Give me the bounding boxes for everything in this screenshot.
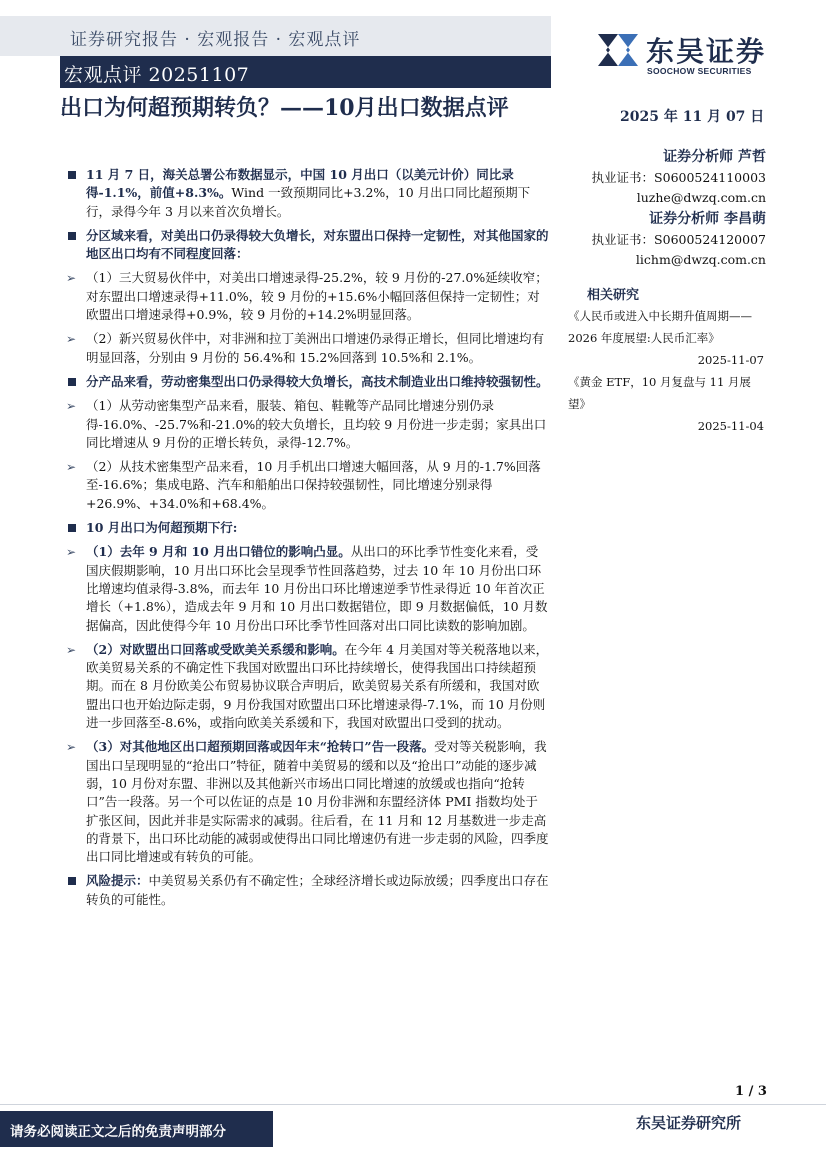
- analyst-1-email[interactable]: luzhe@dwzq.com.cn: [636, 190, 766, 205]
- summary-point-1-text: Wind 一致预期同比+3.2%，10 月出口同比超预期下行，录得今年 3 月以来首次负增长。: [86, 185, 531, 219]
- footer-divider: [0, 1104, 826, 1105]
- report-body: [66, 166, 550, 915]
- square-bullet-icon: [68, 171, 76, 179]
- region-detail-2-text: （2）新兴贸易伙伴中，对非洲和拉丁美洲出口增速仍录得正增长，但同比增速均有明显回落，分别由 9 月份的 56.4%和 15.2%回落到 10.5%和 2.1%。: [86, 331, 544, 365]
- analyst-1-name: 证券分析师 芦哲: [663, 149, 766, 165]
- risk-warning-text: 中美贸易关系仍有不确定性；全球经济增长或边际放缓；四季度出口存在转负的可能性。: [86, 873, 549, 907]
- header-series-bar: [60, 56, 551, 88]
- summary-point-2-heading: [66, 227, 550, 264]
- analyst-1-cert: 执业证书：S0600524110003: [591, 170, 766, 185]
- arrow-bullet-icon: ➢: [66, 271, 77, 286]
- summary-point-3-heading-text: 分产品来看，劳动密集型出口仍录得较大负增长，高技术制造业出口维持较强韧性。: [86, 373, 549, 389]
- square-bullet-icon: [68, 877, 76, 885]
- summary-point-1-lead: 11 月 7 日，海关总署公布数据显示，中国 10 月出口（以美元计价）同比录得-1.1%，前值+8.3%。: [86, 167, 514, 201]
- arrow-bullet-icon: ➢: [66, 740, 77, 755]
- related-research-title: 相关研究: [587, 288, 640, 303]
- arrow-bullet-icon: ➢: [66, 399, 77, 414]
- reason-2: [66, 641, 550, 732]
- header-band: [0, 16, 551, 88]
- disclaimer-text: 请务必阅读正文之后的免责声明部分: [10, 1124, 226, 1140]
- reason-3-text: 受对等关税影响，我国出口呈现明显的“抢出口”特征，随着中美贸易的缓和以及“抢出口”动能的逐步减弱，10 月份对东盟、非洲以及其他新兴市场出口同比增速的放缓或也指向“抢转口”告一段落。另一个可以佐证的点是 10 月份非洲和东盟经济体 PMI 指数均处于扩张区间，因此并非是实际需求的减弱。往后看，在 11 月和 12 月基数进一步走高的背景下，出口环比动能的减弱或使得出口同比增速仍有进一步走弱的风险，四季度出口同比增速或有转负的可能。: [86, 739, 549, 865]
- summary-point-1: [66, 166, 550, 221]
- analyst-panel: [580, 146, 766, 270]
- header-category-bar: [0, 16, 551, 56]
- company-logo: [596, 30, 776, 80]
- reason-2-text: 在今年 4 月美国对等关税落地以来，欧美贸易关系的不确定性下我国对欧盟出口环比持续增长，使得我国出口持续超预期。而在 8 月份欧美公布贸易协议联合声明后，欧美贸易关系有所缓和，我国对欧盟出口也开始边际走弱，9 月份我国对欧盟出口环比增速录得-7.1%，而 10 月份则进一步回落至-8.6%，或指向欧美关系缓和下，我国对欧盟出口受到的扰动。: [86, 641, 549, 731]
- summary-point-4-heading-text: 10 月出口为何超预期下行:: [86, 520, 238, 536]
- product-detail-1: [66, 397, 550, 452]
- reason-3-lead: （3）对其他地区出口超预期回落或因年末“抢转口”告一段落。: [86, 739, 435, 755]
- summary-point-4-heading: [66, 519, 550, 537]
- header-series: 宏观点评 20251107: [64, 64, 250, 86]
- report-date: 2025 年 11 月 07 日: [620, 109, 765, 125]
- square-bullet-icon: [68, 378, 76, 386]
- square-bullet-icon: [68, 232, 76, 240]
- reason-1-lead: （1）去年 9 月和 10 月出口错位的影响凸显。: [86, 544, 351, 560]
- analyst-2-email[interactable]: lichm@dwzq.com.cn: [635, 252, 766, 267]
- region-detail-2: [66, 330, 550, 367]
- product-detail-2-text: （2）从技术密集型产品来看，10 月手机出口增速大幅回落，从 9 月的-1.7%回落至-16.6%；集成电路、汽车和船舶出口保持较强韧性，同比增速分别录得+26.9%、+34.0%和+68.4%。: [86, 459, 541, 511]
- arrow-bullet-icon: ➢: [66, 642, 77, 657]
- logo-text-en: SOOCHOW SECURITIES: [647, 66, 752, 76]
- related-item-2-date: 2025-11-04: [697, 419, 764, 433]
- page-number: 1 / 3: [735, 1084, 767, 1099]
- arrow-bullet-icon: ➢: [66, 460, 77, 475]
- related-item-2[interactable]: 《黄金 ETF，10 月复盘与 11 月展望》: [568, 375, 751, 411]
- header-category: 证券研究报告 · 宏观报告 · 宏观点评: [70, 30, 361, 50]
- arrow-bullet-icon: ➢: [66, 332, 77, 347]
- region-detail-1-text: （1）三大贸易伙伴中，对美出口增速录得-25.2%，较 9 月份的-27.0%延续收窄；对东盟出口增速录得+11.0%，较 9 月份的+15.6%小幅回落但保持一定韧性；对欧盟出口增速录得+0.9%，较 9 月份的+14.2%明显回落。: [86, 270, 548, 323]
- risk-warning: [66, 872, 550, 909]
- report-title: 出口为何超预期转负？——10月出口数据点评: [60, 95, 509, 121]
- related-research-list: [568, 305, 764, 437]
- reason-3: [66, 738, 550, 866]
- related-item-1-date: 2025-11-07: [697, 353, 764, 367]
- logo-text-cn: 东吴证券: [646, 35, 767, 68]
- product-detail-2: [66, 458, 550, 513]
- summary-point-3-heading: [66, 373, 550, 391]
- analyst-2-cert: 执业证书：S0600524120007: [591, 232, 766, 247]
- institute-name: 东吴证券研究所: [636, 1114, 742, 1132]
- region-detail-1: [66, 269, 550, 324]
- related-item-1[interactable]: 《人民币或进入中长期升值周期——2026 年度展望:人民币汇率》: [568, 309, 752, 345]
- summary-point-2-heading-text: 分区域来看，对美出口仍录得较大负增长，对东盟出口保持一定韧性，对其他国家的地区出口均有不同程度回落：: [86, 227, 549, 262]
- logo-mark-icon: [596, 30, 640, 70]
- disclaimer-bar: [0, 1111, 273, 1147]
- arrow-bullet-icon: ➢: [66, 545, 77, 560]
- product-detail-1-text: （1）从劳动密集型产品来看，服装、箱包、鞋靴等产品同比增速分别仍录得-16.0%、-25.7%和-21.0%的较大负增长，且均较 9 月份进一步走弱；家具出口同比增速从 9 月份的正增长转负，录得-12.7%。: [86, 398, 547, 450]
- reason-1-text: 从出口的环比季节性变化来看，受国庆假期影响，10 月出口环比会呈现季节性回落趋势，过去 10 年 10 月份出口环比增速均值录得-3.8%，而去年 10 月份出口环比增速逆季节性录得近 10 年首次正增长（+1.8%），造成去年 9 月和 10 月出口数据错位，即 9 月数据偏低，10 月数据偏高，因此使得今年 10 月份出口环比季节性回落对出口同比读数的影响加剧。: [86, 544, 548, 633]
- square-bullet-icon: [68, 524, 76, 532]
- risk-warning-lead: 风险提示：: [86, 873, 149, 889]
- reason-2-lead: （2）对欧盟出口回落或受欧美关系缓和影响。: [86, 641, 345, 657]
- analyst-2-name: 证券分析师 李昌萌: [649, 211, 766, 227]
- reason-1: [66, 543, 550, 634]
